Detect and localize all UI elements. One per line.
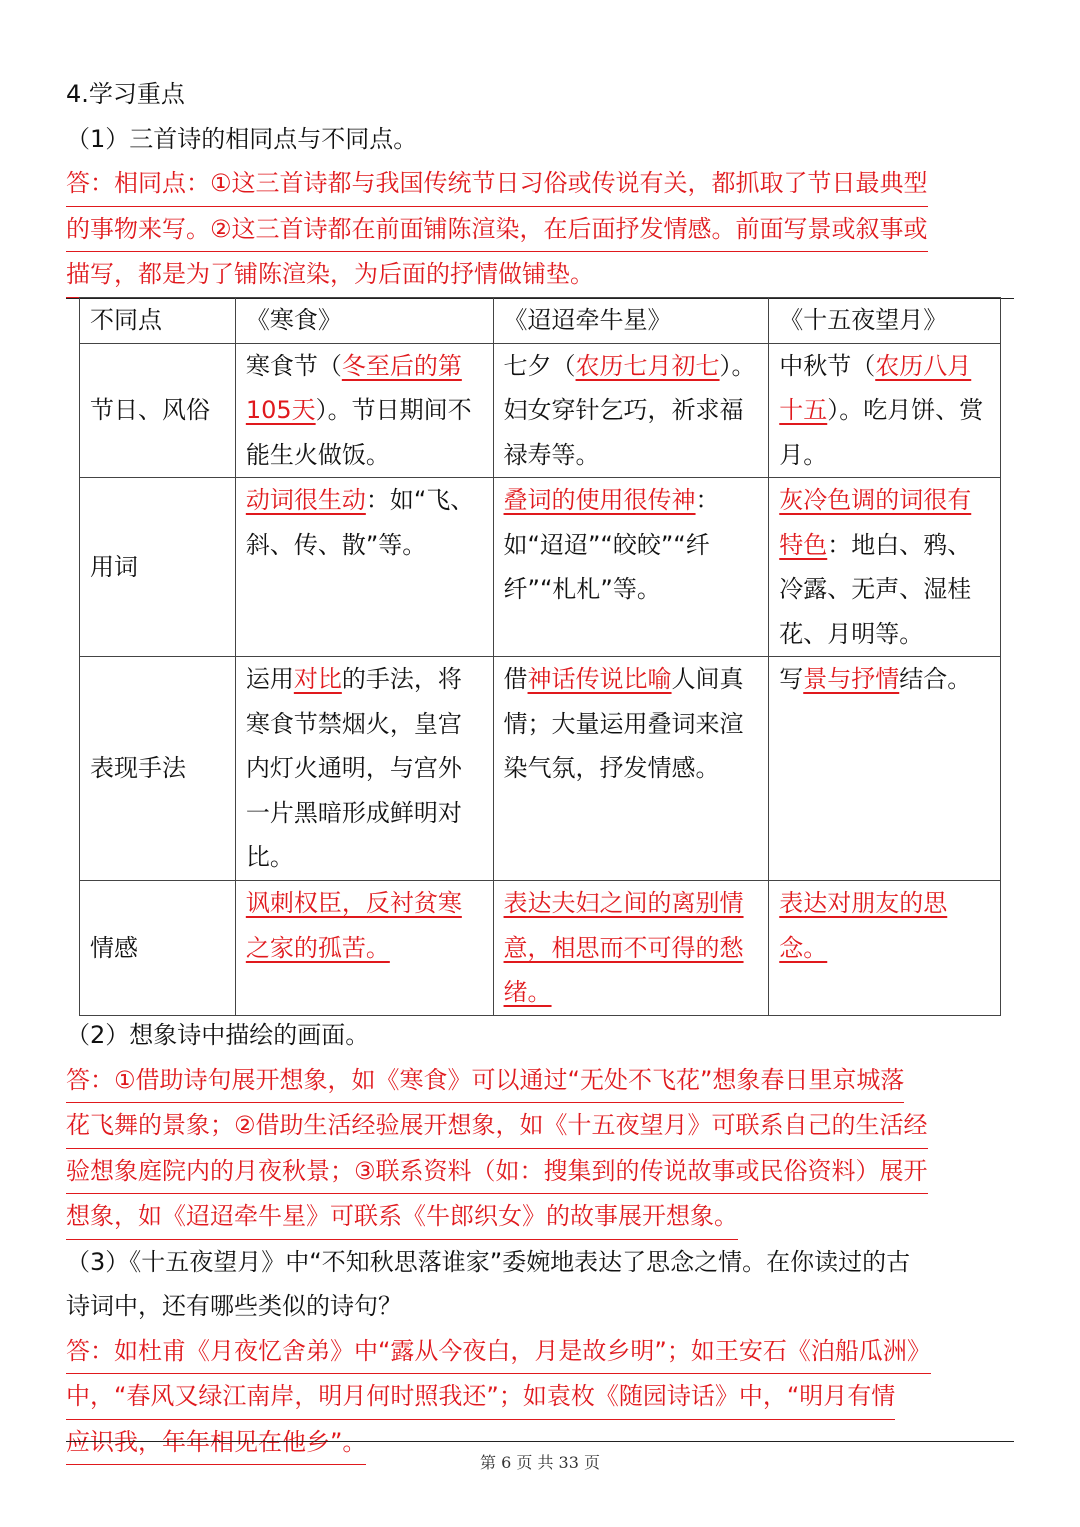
comparison-table [79,297,1001,1016]
answer-2-line: 验想象庭院内的月夜秋景；③联系资料（如：搜集到的传说故事或民俗资料）展开 [66,1149,928,1195]
row-label: 用词 [80,478,236,657]
answer-3 [66,1329,1014,1466]
table-row [80,881,1001,1016]
table-header: 《迢迢牵牛星》 [493,298,769,344]
table-cell: 讽刺权臣，反衬贫寒之家的孤苦。 [235,881,493,1016]
table-row [80,343,1001,478]
table-cell: 写景与抒情结合。 [769,657,1001,881]
row-label: 节日、风俗 [80,343,236,478]
answer-1-line: 描写，都是为了铺陈渲染，为后面的抒情做铺垫。 [66,252,594,298]
answer-3-line: 答：如杜甫《月夜忆舍弟》中“露从今夜白，月是故乡明”；如王安石《泊船瓜洲》 [66,1329,931,1375]
table-cell: 表达对朋友的思念。 [769,881,1001,1016]
table-header: 不同点 [80,298,236,344]
table-cell: 寒食节（冬至后的第105天）。节日期间不能生火做饭。 [235,343,493,478]
table-header: 《寒食》 [235,298,493,344]
table-cell: 灰冷色调的词很有特色：地白、鸦、冷露、无声、湿桂花、月明等。 [769,478,1001,657]
answer-3-line: 应识我，年年相见在他乡”。 [66,1420,366,1466]
table-row [80,478,1001,657]
table-cell: 借神话传说比喻人间真情；大量运用叠词来渲染气氛，抒发情感。 [493,657,769,881]
answer-2-line: 花飞舞的景象；②借助生活经验展开想象，如《十五夜望月》可联系自己的生活经 [66,1103,928,1149]
answer-1 [66,161,1014,298]
table-header-row [80,298,1001,344]
table-row [80,657,1001,881]
answer-2-line: 答：①借助诗句展开想象，如《寒食》可以通过“无处不飞花”想象春日里京城落 [66,1058,904,1104]
question-1: （1）三首诗的相同点与不同点。 [66,124,418,153]
page-body-lower [66,1013,1014,1465]
page-number: 第 6 页 共 33 页 [480,1453,600,1472]
question-3-cont: 诗词中，还有哪些类似的诗句？ [66,1292,402,1320]
question-3: （3）《十五夜望月》中“不知秋思落谁家”委婉地表达了思念之情。在你读过的古 [66,1247,911,1276]
table-cell: 表达夫妇之间的离别情意，相思而不可得的愁绪。 [493,881,769,1016]
table-cell: 动词很生动：如“飞、斜、传、散”等。 [235,478,493,657]
table-cell: 七夕（农历七月初七）。妇女穿针乞巧，祈求福禄寿等。 [493,343,769,478]
question-2: （2）想象诗中描绘的画面。 [66,1021,370,1049]
footer-divider [66,1441,1014,1442]
row-label: 情感 [80,881,236,1016]
table-header: 《十五夜望月》 [769,298,1001,344]
row-label: 表现手法 [80,657,236,881]
table-cell: 叠词的使用很传神：如“迢迢”“皎皎”“纤纤”“札札”等。 [493,478,769,657]
answer-2 [66,1058,1014,1240]
answer-3-line: 中，“春风又绿江南岸，明月何时照我还”；如袁枚《随园诗话》中，“明月有情 [66,1374,895,1420]
answer-1-line: 答：相同点：①这三首诗都与我国传统节日习俗或传说有关，都抓取了节日最典型 [66,161,928,207]
table-cell: 运用对比的手法，将寒食节禁烟火，皇宫内灯火通明，与宫外一片黑暗形成鲜明对比。 [235,657,493,881]
page-body [66,72,1014,299]
answer-1-line: 的事物来写。②这三首诗都在前面铺陈渲染，在后面抒发情感。前面写景或叙事或 [66,207,928,253]
table-cell: 中秋节（农历八月十五）。吃月饼、赏月。 [769,343,1001,478]
answer-2-line: 想象，如《迢迢牵牛星》可联系《牛郎织女》的故事展开想象。 [66,1194,738,1240]
section-title: 4.学习重点 [66,80,185,108]
